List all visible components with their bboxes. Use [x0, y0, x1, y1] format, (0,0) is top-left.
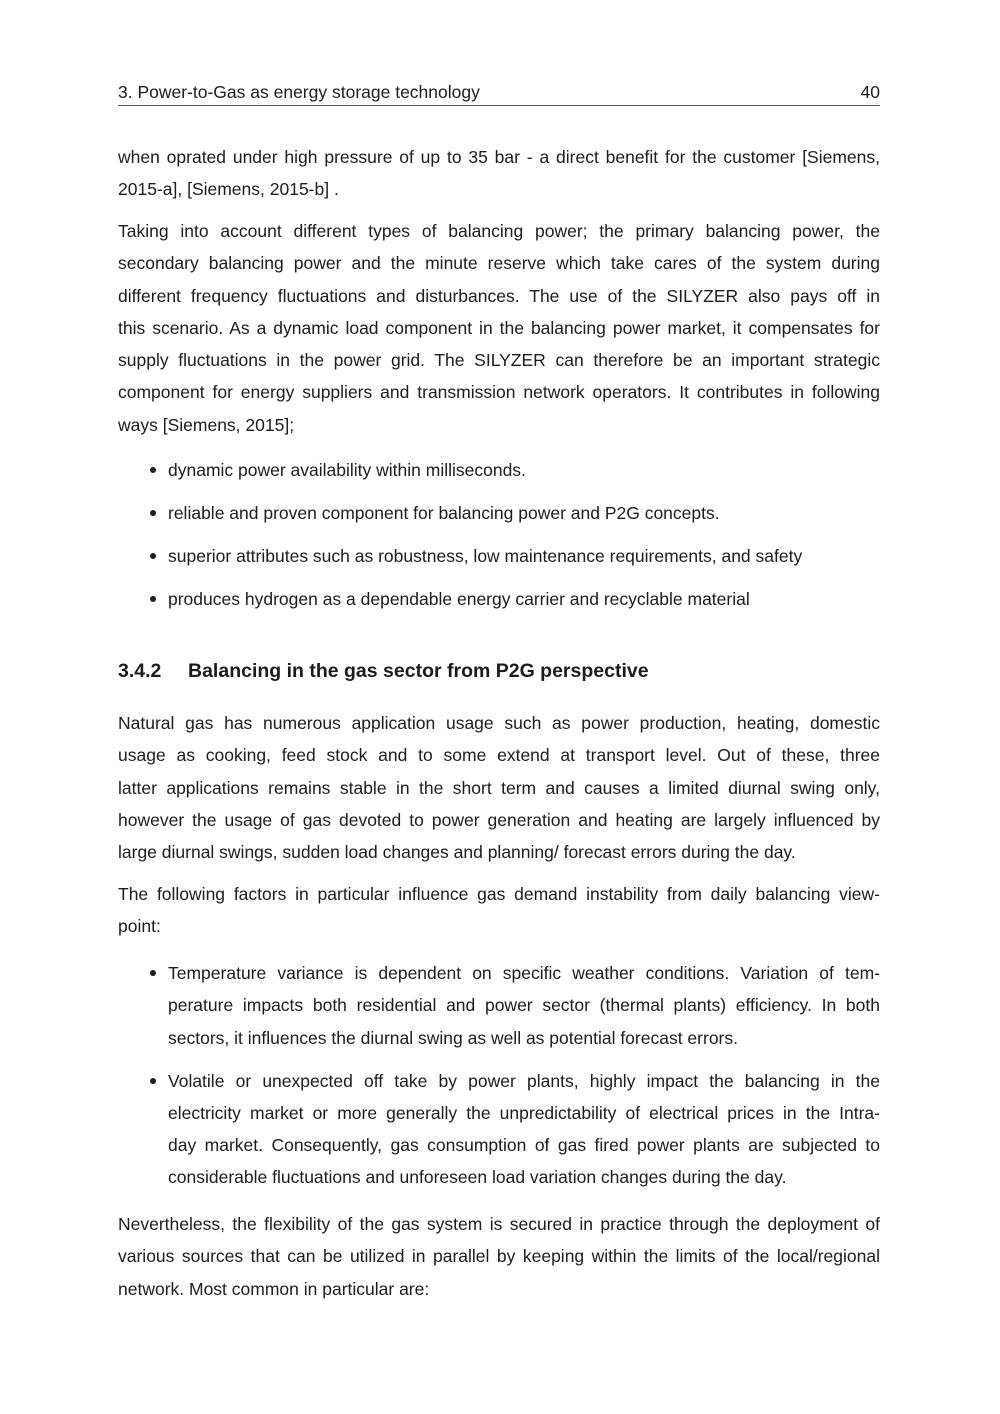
paragraph-line: when oprated under high pressure of up to 35 bar - a direct benefit for the customer [Siemens, [118, 147, 880, 167]
bullet-icon [150, 510, 156, 516]
section-heading [118, 657, 880, 685]
bullet-line: considerable fluctuations and unforeseen load variation changes during the day. [168, 1167, 787, 1188]
bullet-icon [150, 970, 156, 976]
paragraph-balancing-power [118, 215, 880, 441]
paragraph-continuation [118, 141, 880, 206]
chapter-title: 3. Power-to-Gas as energy storage technology [118, 82, 480, 102]
section-number: 3.4.2 [118, 660, 162, 682]
header-rule [118, 105, 880, 106]
paragraph-line: network. Most common in particular are: [118, 1278, 430, 1299]
paragraph-line: supply fluctuations in the power grid. The SILYZER can therefore be an important strategic [118, 350, 880, 371]
bullet-item [168, 1065, 880, 1194]
paragraph-line: large diurnal swings, sudden load changes and planning/ forecast errors during the day. [118, 842, 796, 863]
paragraph-line: this scenario. As a dynamic load component in the balancing power market, it compensates for [118, 317, 880, 338]
bullet-list-demand-factors [168, 957, 880, 1204]
section-title: Balancing in the gas sector from P2G perspective [188, 660, 649, 682]
paragraph-line: ways [Siemens, 2015]; [118, 414, 295, 435]
paragraph-line: Natural gas has numerous application usage such as power production, heating, domestic [118, 713, 880, 733]
bullet-list-silyzer-contributions [168, 454, 880, 626]
bullet-line: superior attributes such as robustness, low maintenance requirements, and safety [168, 545, 803, 566]
bullet-icon [150, 553, 156, 559]
paragraph-line: latter applications remains stable in the short term and causes a limited diurnal swing only, [118, 777, 880, 798]
bullet-line: perature impacts both residential and power sector (thermal plants) efficiency. In both [168, 995, 880, 1016]
paragraph-line: Taking into account different types of balancing power; the primary balancing power, the [118, 221, 880, 241]
paragraph-line: usage as cooking, feed stock and to some extend at transport level. Out of these, three [118, 745, 880, 766]
paragraph-line: point: [118, 916, 161, 937]
bullet-line: produces hydrogen as a dependable energy carrier and recyclable material [168, 588, 750, 609]
bullet-item [168, 957, 880, 1054]
page-number: 40 [860, 82, 880, 102]
bullet-item [168, 454, 880, 486]
paragraph-line: component for energy suppliers and transmission network operators. It contributes in following [118, 382, 880, 403]
bullet-line: Temperature variance is dependent on specific weather conditions. Variation of tem- [168, 963, 880, 983]
running-header [118, 80, 880, 105]
bullet-line: day market. Consequently, gas consumption of gas fired power plants are subjected to [168, 1135, 880, 1156]
bullet-line: electricity market or more generally the unpredictability of electrical prices in the Intra- [168, 1102, 880, 1123]
paragraph-line: however the usage of gas devoted to power generation and heating are largely influenced by [118, 809, 880, 830]
paragraph-line: 2015-a], [Siemens, 2015-b] . [118, 179, 339, 200]
paragraph-line: various sources that can be utilized in parallel by keeping within the limits of the local/regional [118, 1246, 880, 1267]
bullet-icon [150, 1078, 156, 1084]
bullet-line: dynamic power availability within milliseconds. [168, 460, 526, 480]
bullet-item [168, 583, 880, 615]
bullet-item [168, 497, 880, 529]
bullet-icon [150, 596, 156, 602]
paragraph-line: secondary balancing power and the minute reserve which take cares of the system during [118, 253, 880, 274]
bullet-item [168, 540, 880, 572]
paragraph-gas-system-flexibility [118, 1208, 880, 1305]
bullet-line: reliable and proven component for balancing power and P2G concepts. [168, 502, 720, 523]
bullet-line: Volatile or unexpected off take by power plants, highly impact the balancing in the [168, 1070, 880, 1091]
bullet-icon [150, 467, 156, 473]
paragraph-line: The following factors in particular influence gas demand instability from daily balancing view- [118, 884, 880, 904]
paragraph-line: different frequency fluctuations and disturbances. The use of the SILYZER also pays off in [118, 285, 880, 306]
paragraph-natural-gas-usage [118, 707, 880, 868]
paragraph-line: Nevertheless, the flexibility of the gas system is secured in practice through the deployment of [118, 1214, 880, 1234]
bullet-line: sectors, it influences the diurnal swing as well as potential forecast errors. [168, 1027, 738, 1048]
paragraph-influence-factors [118, 878, 880, 943]
